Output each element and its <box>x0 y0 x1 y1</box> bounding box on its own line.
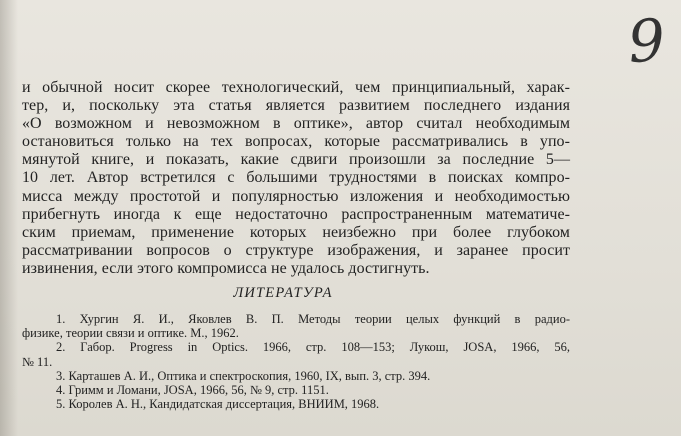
body-line: мянутой книге, и показать, какие сдвиги произошли за последние 5— <box>22 151 570 169</box>
reference-line: 3. Карташев А. И., Оптика и спектроскопия, 1960, IX, вып. 3, стр. 394. <box>56 368 431 383</box>
body-line: прибегнуть иногда к еще недостаточно распространенным математиче- <box>22 205 570 223</box>
body-line: тер, и, поскольку эта статья является развитием последнего издания <box>22 97 570 115</box>
reference-list <box>22 312 570 411</box>
body-line: и обычной носит скорее технологический, чем принципиальный, харак- <box>22 79 570 96</box>
page-number: 9 <box>625 5 668 77</box>
body-line: ским приемам, применение которых неизбежно при более глубоком <box>22 223 570 241</box>
body-line: мисса между простотой и популярностью изложения и необходимостью <box>22 187 570 205</box>
page-edge-shadow <box>0 0 18 436</box>
reference-line: физике, теории связи и оптике. М., 1962. <box>22 326 239 341</box>
body-line: рассматривании вопросов о структуре изображения, и заранее просит <box>22 241 570 259</box>
body-line: извинения, если этого компромисса не удалось достигнуть. <box>22 259 430 277</box>
body-line: остановиться только на тех вопросах, которые рассматривались в упо- <box>22 133 570 151</box>
reference-line: 5. Королев А. Н., Кандидатская диссертация, ВНИИМ, 1968. <box>56 397 380 412</box>
body-paragraph <box>22 79 570 278</box>
reference-line: № 11. <box>22 354 53 369</box>
body-line: «О возможном и невозможном в оптике», автор считал необходимым <box>22 115 570 133</box>
reference-line: 4. Гримм и Ломани, JOSA, 1966, 56, № 9, стр. 1151. <box>56 383 329 398</box>
section-heading: ЛИТЕРАТУРА <box>233 285 333 301</box>
body-line: 10 лет. Автор встретился с большими трудностями в поисках компро- <box>22 169 570 187</box>
reference-line: 2. Габор. Progress in Optics. 1966, стр. 108—153; Лукош, JOSA, 1966, 56, <box>56 340 570 355</box>
reference-line: 1. Хургин Я. И., Яковлев В. П. Методы теории целых функций в радио- <box>56 312 570 326</box>
